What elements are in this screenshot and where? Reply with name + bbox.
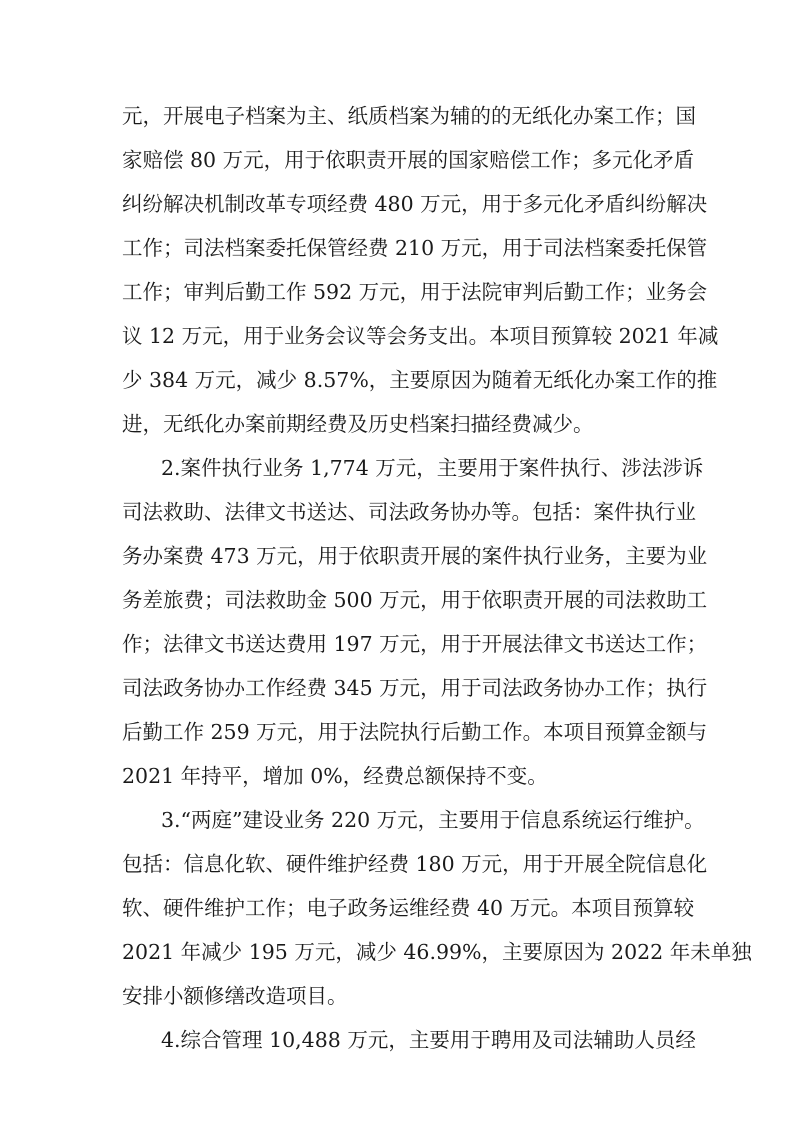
text-line: 作；法律文书送达费用 197 万元，用于开展法律文书送达工作； [122, 632, 708, 656]
text-line: 议 12 万元，用于业务会议等会务支出。本项目预算较 2021 年减 [122, 324, 719, 348]
text-line: 家赔偿 80 万元，用于依职责开展的国家赔偿工作；多元化矛盾 [122, 148, 695, 172]
text-line: 2021 年减少 195 万元，减少 46.99%，主要原因为 2022 年未单独 [122, 940, 752, 964]
text-line: 安排小额修缮改造项目。 [122, 984, 348, 1008]
text-line: 包括：信息化软、硬件维护经费 180 万元，用于开展全院信息化 [122, 852, 708, 876]
text-line: 进，无纸化办案前期经费及历史档案扫描经费减少。 [122, 412, 594, 436]
paragraph-3-start: 3.“两庭”建设业务 220 万元，主要用于信息系统运行维护。 [161, 808, 705, 832]
text-line: 纠纷解决机制改革专项经费 480 万元，用于多元化矛盾纠纷解决 [122, 192, 708, 216]
text-line: 后勤工作 259 万元，用于法院执行后勤工作。本项目预算金额与 [122, 720, 708, 744]
text-line: 工作；司法档案委托保管经费 210 万元，用于司法档案委托保管 [122, 236, 708, 260]
text-line: 务差旅费；司法救助金 500 万元，用于依职责开展的司法救助工 [122, 588, 708, 612]
text-line: 2021 年持平，增加 0%，经费总额保持不变。 [122, 764, 548, 788]
text-line: 司法政务协办工作经费 345 万元，用于司法政务协办工作；执行 [122, 676, 708, 700]
text-line: 工作；审判后勤工作 592 万元，用于法院审判后勤工作；业务会 [122, 280, 708, 304]
text-line: 司法救助、法律文书送达、司法政务协办等。包括：案件执行业 [122, 500, 696, 524]
text-line: 少 384 万元，减少 8.57%，主要原因为随着无纸化办案工作的推 [122, 368, 718, 392]
text-line: 元，开展电子档案为主、纸质档案为辅的的无纸化办案工作；国 [122, 104, 696, 128]
text-line: 务办案费 473 万元，用于依职责开展的案件执行业务，主要为业 [122, 544, 708, 568]
text-line: 软、硬件维护工作；电子政务运维经费 40 万元。本项目预算较 [122, 896, 695, 920]
paragraph-4-start: 4.综合管理 10,488 万元，主要用于聘用及司法辅助人员经 [161, 1028, 696, 1052]
paragraph-2-start: 2.案件执行业务 1,774 万元，主要用于案件执行、涉法涉诉 [161, 456, 704, 480]
